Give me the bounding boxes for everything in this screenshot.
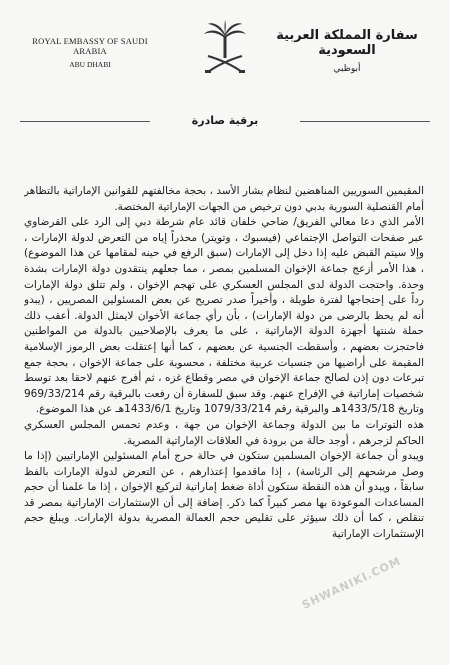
palm-and-swords-icon — [200, 18, 250, 78]
embassy-city-english: ABU DHABI — [69, 60, 111, 69]
embassy-name-english: ROYAL EMBASSY OF SAUDI ARABIA — [32, 36, 148, 56]
letterhead-arabic — [272, 28, 422, 74]
watermark: SHWANIKI.COM — [300, 554, 404, 612]
body-paragraph: ويبدو أن جماعة الإخوان المسلمين ستكون في حالة حرج أمام المسئولين الإماراتيين (إذا ما وصل مرشحهم إلى الرئاسة) ، إذا ماقدموا إعتذارهم ، عن التعرض لدولة الإمارات بالفظ سابقاً ، ويبدو أن هذه النقطة ستكون أداة ضغط إماراتية لتركيع الإخوان ، إذا ما علمنا أن حجم المساعدات الموعودة بها مصر كبيراً كما ذكر. إضافة إلى أن الإستثمارات الإماراتية بمصر قد تنقلص ، كما أن ذلك سيؤثر على تقليص حجم العمالة المصرية بدولة الإمارات. ويبلغ حجم الإستثمارات الإماراتية — [24, 450, 424, 541]
body-paragraph: الأمر الذي دعا معالي الفريق/ ضاحي خلفان قائد عام شرطة دبي إلى الرد على القرضاوي عبر صفحات التواصل الإجتماعي (فيسبوك ، وتويتر) محذراً إياه من التعرض لدولة الإمارات ، وإلا سيتم القبض عليه إذا دخل إلى الإمارات (سبق الرفع في حينه لمقامها عن هذا الموضوع) ، هذا الأمر أزعج جماعة الإخوان المسلمين بمصر ، مما جعلهم ينتقدون دولة الإمارات بشدة وحدة. واحتجت الدولة لدى المجلس العسكري على تهجم الإخوان ، ولم تتلق دولة الإمارات رداً على إحتجاجها لفترة طويلة ، وأخيراً صدر تصريح عن بعض المسئولين المصريين ، (يبدو أنه لم يحظ بالرضى من دولة الإمارات) ، بأن رأي جماعة الأخوان لايمثل الدولة. أعقب ذلك حملة شنتها أجهزة الدولة الإماراتية ، على ما يعرف بالإصلاحيين بالدولة من المواطنين فاحتجزت بعضهم ، وأسقطت الجنسية عن بعضهم ، كما أنها إعتقلت بعض الرموز الإسلامية المقيمة على أراضيها من جنسيات عربية مختلفة ، محسوبة على جماعة الإخوان ، بحجة جمع تبرعات دون إذن لصالح جماعة الإخوان في مصر وقطاع غزه ، ثم أفرج عنهم لاحقا بعد توسط شخصيات إماراتية في الإفراج عنهم. وقد سبق للسفارة أن رفعت بالبرقية رقم 969/33/214 وتاريخ 1433/5/18هـ والبرقية رقم 1079/33/214 وتاريخ 1433/6/1هـ عن هذا الموضوع. — [24, 216, 424, 416]
embassy-city-arabic: أبوظبي — [333, 64, 361, 74]
body-paragraph: هذه التوترات ما بين الدولة وجماعة الإخوان من جهة ، وعدم تحمس المجلس العسكري الحاكم لزجرهم ، أوجد حالة من برودة في العلاقات الإماراتية المصرية. — [24, 418, 424, 447]
cable-heading: برقية صادرة — [150, 112, 300, 130]
embassy-name-arabic: سفارة المملكة العربية السعودية — [276, 28, 418, 58]
letterhead-english — [20, 36, 160, 69]
body-paragraph: المقيمين السوريين المناهضين لنظام بشار الأسد ، بحجة مخالفتهم للقوانين الإماراتية بالتظاهر أمام القنصلية السورية بدبي دون ترخيص من الجهات الإماراتية المختصة. — [24, 185, 424, 213]
